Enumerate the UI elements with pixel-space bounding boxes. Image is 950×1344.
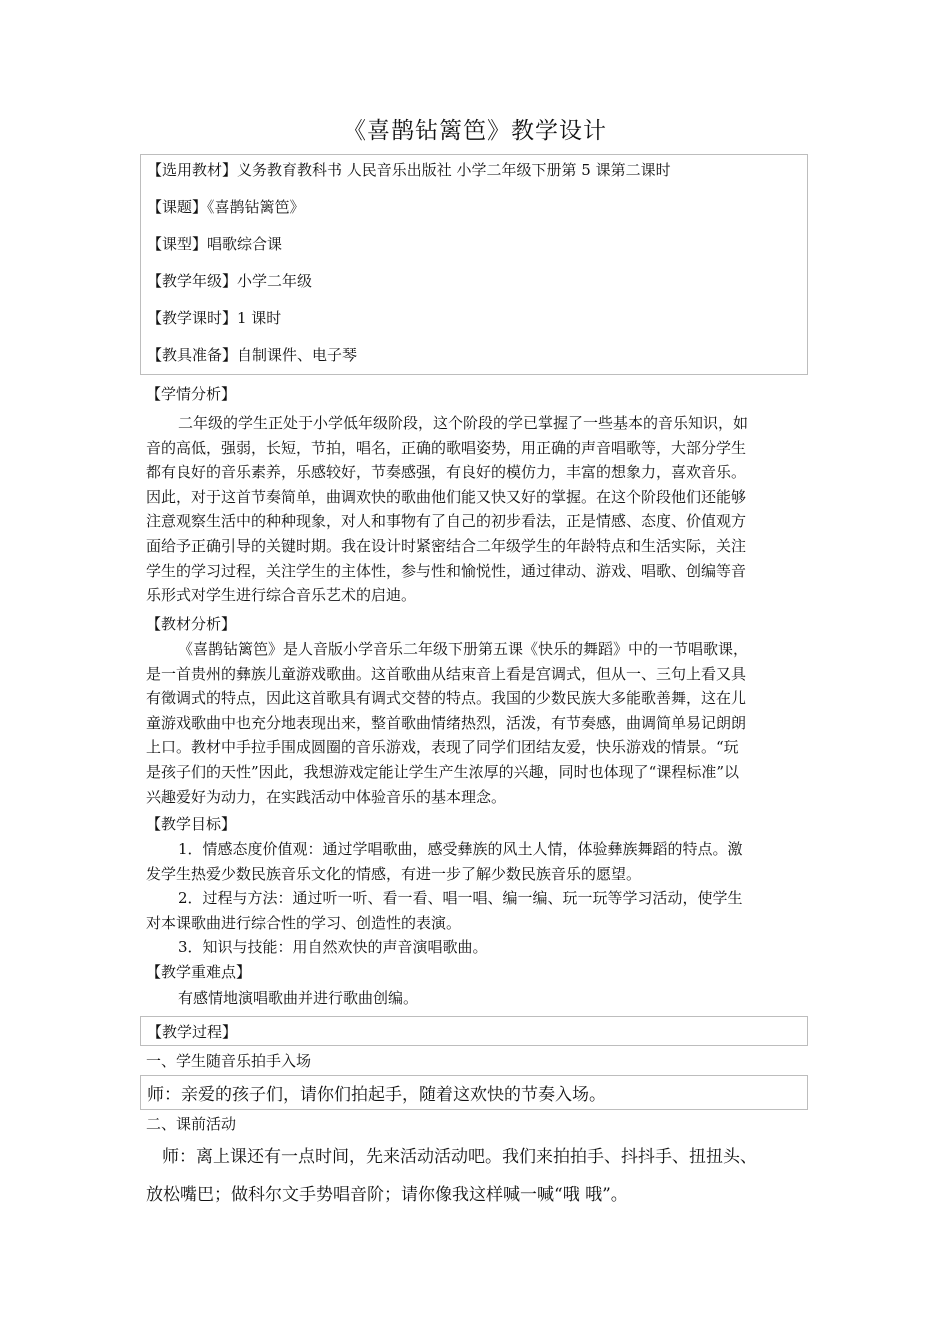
text-line: 音的高低，强弱，长短，节拍，唱名，正确的歌唱姿势，用正确的声音唱歌等，大部分学生 bbox=[146, 438, 747, 457]
key-points-text: 有感情地演唱歌曲并进行歌曲创编。 bbox=[178, 989, 419, 1007]
info-tools: 【教具准备】自制课件、电子琴 bbox=[147, 346, 358, 364]
step-2-line: 放松嘴巴；做科尔文手势唱音阶；请你像我这样喊一喊“哦 哦”。 bbox=[146, 1185, 628, 1205]
student-analysis-heading: 【学情分析】 bbox=[146, 385, 237, 403]
material-analysis-heading: 【教材分析】 bbox=[146, 615, 237, 633]
step-1-teacher-line: 师：亲爱的孩子们，请你们拍起手，随着这欢快的节奏入场。 bbox=[147, 1085, 606, 1105]
text-line: 有徵调式的特点，因此这首歌具有调式交替的特点。我国的少数民族大多能歌善舞，这在儿 bbox=[146, 689, 747, 708]
teaching-goals-list bbox=[146, 837, 808, 960]
document-title: 《喜鹊钻篱笆》教学设计 bbox=[343, 118, 607, 144]
info-textbook: 【选用教材】义务教育教科书 人民音乐出版社 小学二年级下册第 5 课第二课时 bbox=[147, 161, 671, 179]
text-line: 《喜鹊钻篱笆》是人音版小学音乐二年级下册第五课《快乐的舞蹈》中的一节唱歌课， bbox=[178, 640, 749, 658]
info-grade: 【教学年级】小学二年级 bbox=[147, 272, 313, 290]
teaching-goals-heading: 【教学目标】 bbox=[146, 815, 237, 833]
text-line: 注意观察生活中的种种现象，对人和事物有了自己的初步看法，正是情感、态度、价值观方 bbox=[146, 512, 747, 531]
step-1-dialogue-box bbox=[140, 1075, 808, 1110]
goal-line: 2．过程与方法：通过听一听、看一看、唱一唱、编一编、玩一玩等学习活动，使学生 bbox=[178, 889, 743, 908]
text-line: 二年级的学生正处于小学低年级阶段，这个阶段的学已掌握了一些基本的音乐知识，如 bbox=[178, 414, 749, 432]
key-points-heading: 【教学重难点】 bbox=[146, 963, 252, 981]
text-line: 上口。教材中手拉手围成圆圈的音乐游戏，表现了同学们团结友爱，快乐游戏的情景。“玩 bbox=[146, 738, 739, 757]
step-2-title: 二、课前活动 bbox=[146, 1115, 237, 1133]
text-line: 兴趣爱好为动力，在实践活动中体验音乐的基本理念。 bbox=[146, 787, 507, 806]
goal-line: 发学生热爱少数民族音乐文化的情感，有进一步了解少数民族音乐的愿望。 bbox=[146, 864, 642, 883]
course-info-table bbox=[140, 154, 808, 375]
text-line: 是孩子们的天性”因此，我想游戏定能让学生产生浓厚的兴趣，同时也体现了“课程标准”以 bbox=[146, 762, 740, 781]
student-analysis-paragraph bbox=[146, 411, 808, 608]
text-line: 学生的学习过程，关注学生的主体性，参与性和愉悦性，通过律动、游戏、唱歌、创编等音 bbox=[146, 561, 747, 580]
text-line: 面给予正确引导的关键时期。我在设计时紧密结合二年级学生的年龄特点和生活实际，关注 bbox=[146, 536, 747, 555]
text-line: 乐形式对学生进行综合音乐艺术的启迪。 bbox=[146, 586, 417, 605]
material-analysis-paragraph bbox=[146, 637, 808, 809]
info-topic: 【课题】《喜鹊钻篱笆》 bbox=[147, 198, 305, 216]
text-line: 童游戏歌曲中也充分地表现出来，整首歌曲情绪热烈，活泼，有节奏感，曲调简单易记朗朗 bbox=[146, 713, 747, 732]
process-heading: 【教学过程】 bbox=[147, 1023, 238, 1041]
step-2-line: 师：离上课还有一点时间，先来活动活动吧。我们来拍拍手、抖抖手、扭扭头、 bbox=[162, 1147, 757, 1167]
goal-line: 1．情感态度价值观：通过学唱歌曲，感受彝族的风土人情，体验彝族舞蹈的特点。激 bbox=[178, 840, 743, 858]
info-type: 【课型】唱歌综合课 bbox=[147, 235, 283, 253]
goal-line: 对本课歌曲进行综合性的学习、创造性的表演。 bbox=[146, 913, 462, 932]
goal-line: 3．知识与技能：用自然欢快的声音演唱歌曲。 bbox=[178, 938, 488, 957]
text-line: 因此，对于这首节奏简单，曲调欢快的歌曲他们能又快又好的掌握。在这个阶段他们还能够 bbox=[146, 487, 747, 506]
text-line: 都有良好的音乐素养，乐感较好，节奏感强，有良好的模仿力，丰富的想象力，喜欢音乐。 bbox=[146, 463, 747, 482]
text-line: 是一首贵州的彝族儿童游戏歌曲。这首歌曲从结束音上看是宫调式，但从一、三句上看又具 bbox=[146, 664, 747, 683]
process-heading-box bbox=[140, 1016, 808, 1046]
step-1-title: 一、学生随音乐拍手入场 bbox=[146, 1052, 312, 1070]
info-hours: 【教学课时】1 课时 bbox=[147, 309, 282, 327]
